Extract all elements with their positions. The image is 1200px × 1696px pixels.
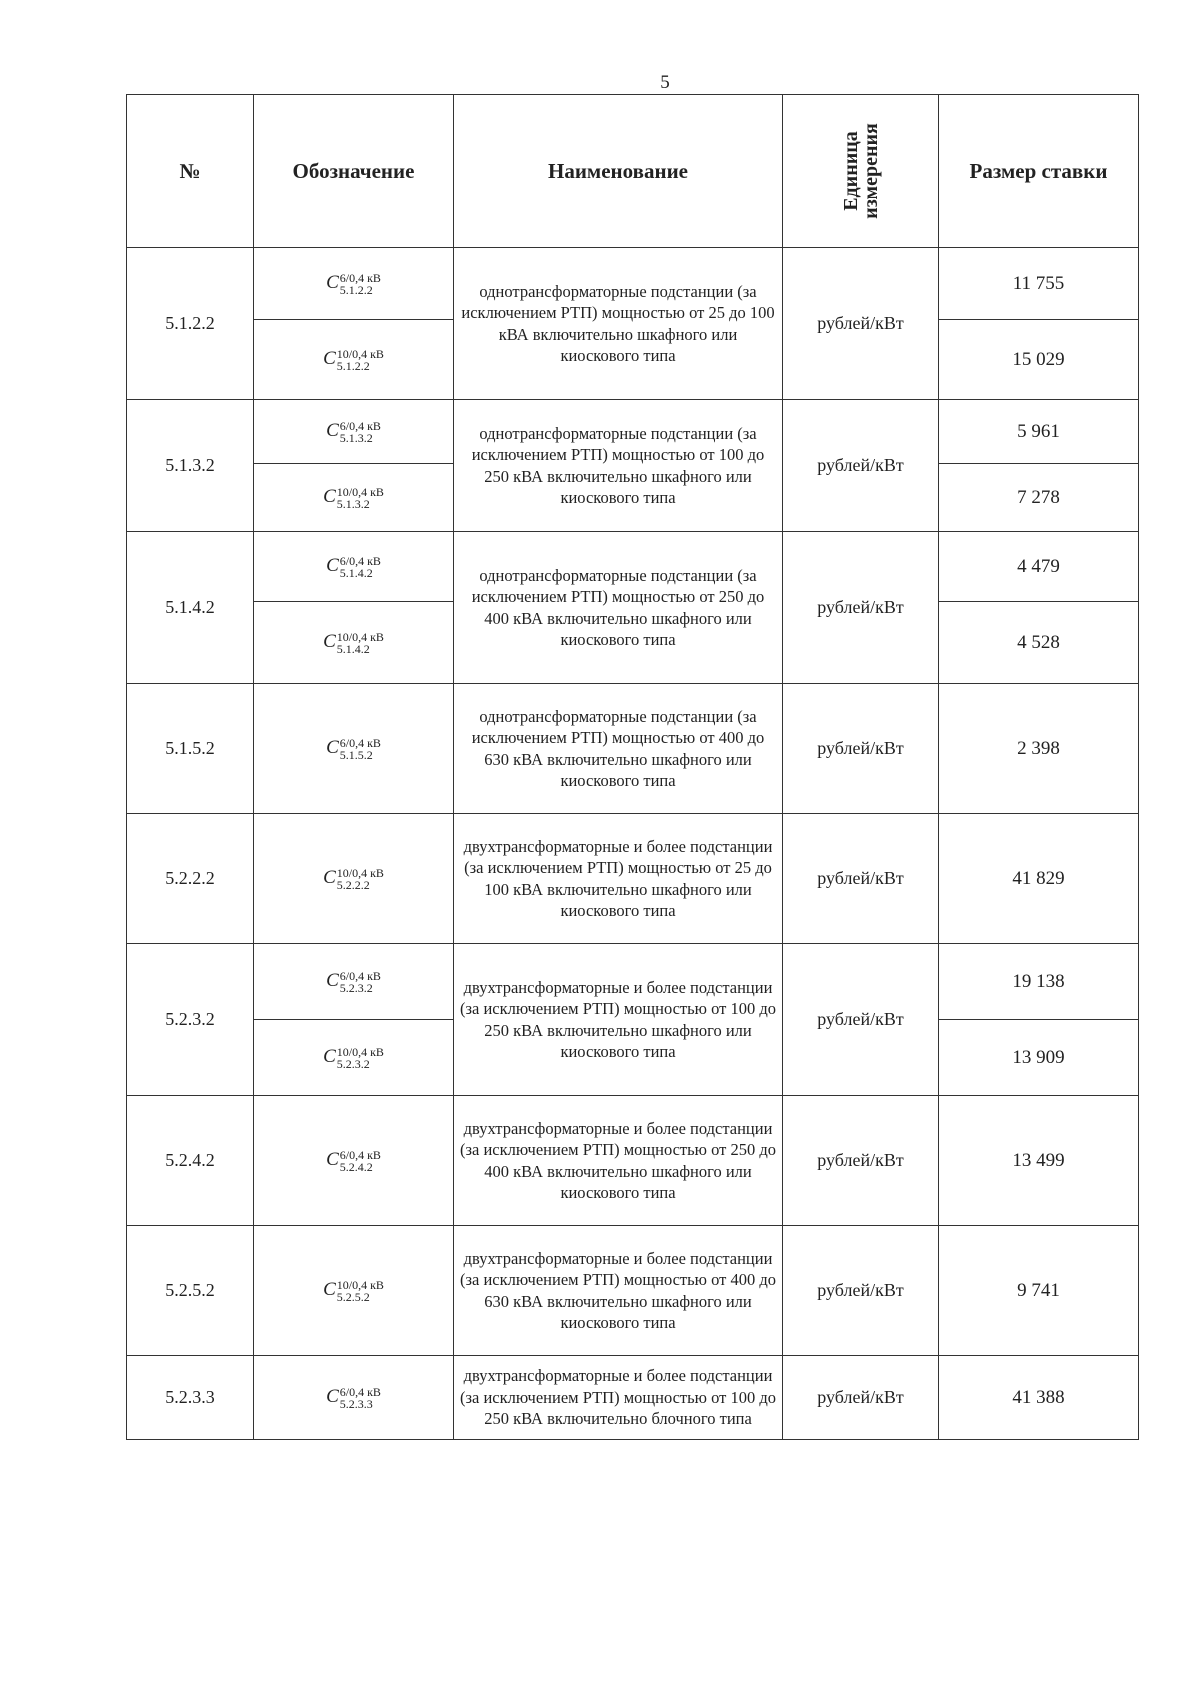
symbol-superscript: 6/0,4 кВ bbox=[339, 1384, 381, 1399]
designation-cell bbox=[254, 684, 454, 814]
unit-cell: рублей/кВт bbox=[783, 532, 939, 684]
substation-description: двухтрансформаторные и более подстанции (за исключением РТП) мощностью от 400 до 630 кВА включительно шкафного или киоскового типа bbox=[454, 1226, 783, 1356]
symbol-letter: C bbox=[323, 485, 336, 507]
symbol-indices bbox=[337, 348, 384, 372]
table-row bbox=[127, 1226, 1139, 1356]
rate-value: 7 278 bbox=[939, 464, 1139, 532]
rate-value: 4 479 bbox=[939, 532, 1139, 602]
designation-symbol bbox=[326, 418, 381, 445]
row-number: 5.1.2.2 bbox=[127, 248, 254, 400]
header-name: Наименование bbox=[454, 95, 783, 248]
designation-symbol bbox=[323, 629, 384, 656]
symbol-letter: C bbox=[323, 1045, 336, 1067]
substation-description: двухтрансформаторные и более подстанции (за исключением РТП) мощностью от 250 до 400 кВА включительно шкафного или киоскового типа bbox=[454, 1096, 783, 1226]
header-unit-cell bbox=[783, 95, 939, 248]
symbol-letter: C bbox=[326, 554, 339, 576]
symbol-letter: C bbox=[326, 419, 339, 441]
row-number: 5.1.4.2 bbox=[127, 532, 254, 684]
symbol-superscript: 6/0,4 кВ bbox=[339, 735, 381, 750]
table-row bbox=[127, 944, 1139, 1020]
symbol-superscript: 6/0,4 кВ bbox=[339, 418, 381, 433]
substation-description: двухтрансформаторные и более подстанции (за исключением РТП) мощностью от 25 до 100 кВА включительно шкафного или киоскового типа bbox=[454, 814, 783, 944]
symbol-indices bbox=[337, 486, 384, 510]
symbol-letter: C bbox=[326, 736, 339, 758]
designation-symbol bbox=[326, 968, 381, 995]
row-number: 5.2.3.3 bbox=[127, 1356, 254, 1440]
symbol-letter: C bbox=[323, 347, 336, 369]
table-row bbox=[127, 1096, 1139, 1226]
rate-value: 19 138 bbox=[939, 944, 1139, 1020]
rate-value: 4 528 bbox=[939, 602, 1139, 684]
rate-value: 13 909 bbox=[939, 1020, 1139, 1096]
substation-description: однотрансформаторные подстанции (за исключением РТП) мощностью от 25 до 100 кВА включительно шкафного или киоскового типа bbox=[454, 248, 783, 400]
symbol-indices bbox=[337, 1279, 384, 1303]
symbol-superscript: 10/0,4 кВ bbox=[336, 1277, 384, 1292]
page-number: 5 bbox=[660, 72, 670, 93]
designation-cell bbox=[254, 602, 454, 684]
symbol-subscript: 5.1.4.2 bbox=[336, 641, 370, 656]
header-no: № bbox=[127, 95, 254, 248]
rate-value: 13 499 bbox=[939, 1096, 1139, 1226]
designation-cell bbox=[254, 1096, 454, 1226]
substation-description: двухтрансформаторные и более подстанции (за исключением РТП) мощностью от 100 до 250 кВА включительно шкафного или киоскового типа bbox=[454, 944, 783, 1096]
substation-description: однотрансформаторные подстанции (за исключением РТП) мощностью от 100 до 250 кВА включительно шкафного или киоскового типа bbox=[454, 400, 783, 532]
designation-symbol bbox=[323, 484, 384, 511]
designation-symbol bbox=[326, 1147, 381, 1174]
table-row bbox=[127, 814, 1139, 944]
rate-value: 15 029 bbox=[939, 320, 1139, 400]
unit-cell: рублей/кВт bbox=[783, 814, 939, 944]
rate-value: 11 755 bbox=[939, 248, 1139, 320]
symbol-superscript: 10/0,4 кВ bbox=[336, 346, 384, 361]
row-number: 5.2.3.2 bbox=[127, 944, 254, 1096]
row-number: 5.2.2.2 bbox=[127, 814, 254, 944]
unit-cell: рублей/кВт bbox=[783, 944, 939, 1096]
table-row bbox=[127, 532, 1139, 602]
designation-cell bbox=[254, 1226, 454, 1356]
designation-cell bbox=[254, 320, 454, 400]
symbol-subscript: 5.2.3.2 bbox=[336, 1056, 370, 1071]
symbol-subscript: 5.2.3.3 bbox=[339, 1396, 373, 1411]
substation-description: однотрансформаторные подстанции (за исключением РТП) мощностью от 400 до 630 кВА включительно шкафного или киоскового типа bbox=[454, 684, 783, 814]
symbol-superscript: 10/0,4 кВ bbox=[336, 484, 384, 499]
designation-cell bbox=[254, 248, 454, 320]
designation-cell bbox=[254, 944, 454, 1020]
table-row bbox=[127, 1356, 1139, 1440]
symbol-subscript: 5.1.2.2 bbox=[339, 282, 373, 297]
unit-cell: рублей/кВт bbox=[783, 400, 939, 532]
row-number: 5.2.5.2 bbox=[127, 1226, 254, 1356]
symbol-subscript: 5.1.3.2 bbox=[339, 430, 373, 445]
symbol-indices bbox=[340, 1149, 381, 1173]
substation-description: двухтрансформаторные и более подстанции (за исключением РТП) мощностью от 100 до 250 кВА включительно блочного типа bbox=[454, 1356, 783, 1440]
symbol-subscript: 5.1.5.2 bbox=[339, 747, 373, 762]
designation-symbol bbox=[326, 270, 381, 297]
designation-symbol bbox=[323, 1044, 384, 1071]
symbol-indices bbox=[340, 420, 381, 444]
table-row bbox=[127, 400, 1139, 464]
table-row bbox=[127, 684, 1139, 814]
designation-symbol bbox=[323, 865, 384, 892]
table-header-row bbox=[127, 95, 1139, 248]
symbol-indices bbox=[340, 1386, 381, 1410]
substation-description: однотрансформаторные подстанции (за исключением РТП) мощностью от 250 до 400 кВА включительно шкафного или киоскового типа bbox=[454, 532, 783, 684]
row-number: 5.2.4.2 bbox=[127, 1096, 254, 1226]
symbol-indices bbox=[337, 867, 384, 891]
rates-table bbox=[126, 94, 1139, 1440]
symbol-letter: C bbox=[326, 271, 339, 293]
header-designation: Обозначение bbox=[254, 95, 454, 248]
symbol-superscript: 6/0,4 кВ bbox=[339, 270, 381, 285]
header-rate: Размер ставки bbox=[939, 95, 1139, 248]
designation-symbol bbox=[326, 1384, 381, 1411]
rate-value: 2 398 bbox=[939, 684, 1139, 814]
symbol-letter: C bbox=[323, 630, 336, 652]
symbol-indices bbox=[340, 737, 381, 761]
symbol-superscript: 10/0,4 кВ bbox=[336, 865, 384, 880]
symbol-subscript: 5.2.2.2 bbox=[336, 877, 370, 892]
symbol-indices bbox=[340, 272, 381, 296]
symbol-letter: C bbox=[323, 1278, 336, 1300]
symbol-subscript: 5.1.4.2 bbox=[339, 565, 373, 580]
designation-symbol bbox=[323, 1277, 384, 1304]
unit-cell: рублей/кВт bbox=[783, 684, 939, 814]
symbol-letter: C bbox=[323, 866, 336, 888]
designation-cell bbox=[254, 814, 454, 944]
symbol-letter: C bbox=[326, 1385, 339, 1407]
header-unit: Единица измерения bbox=[839, 123, 882, 219]
symbol-superscript: 6/0,4 кВ bbox=[339, 968, 381, 983]
symbol-superscript: 10/0,4 кВ bbox=[336, 629, 384, 644]
unit-cell: рублей/кВт bbox=[783, 1356, 939, 1440]
row-number: 5.1.3.2 bbox=[127, 400, 254, 532]
designation-cell bbox=[254, 1020, 454, 1096]
designation-symbol bbox=[323, 346, 384, 373]
symbol-subscript: 5.1.3.2 bbox=[336, 496, 370, 511]
rate-value: 41 388 bbox=[939, 1356, 1139, 1440]
row-number: 5.1.5.2 bbox=[127, 684, 254, 814]
symbol-superscript: 6/0,4 кВ bbox=[339, 553, 381, 568]
unit-cell: рублей/кВт bbox=[783, 1226, 939, 1356]
symbol-superscript: 6/0,4 кВ bbox=[339, 1147, 381, 1162]
rate-value: 9 741 bbox=[939, 1226, 1139, 1356]
symbol-letter: C bbox=[326, 969, 339, 991]
symbol-subscript: 5.1.2.2 bbox=[336, 358, 370, 373]
rate-value: 41 829 bbox=[939, 814, 1139, 944]
unit-cell: рублей/кВт bbox=[783, 248, 939, 400]
symbol-indices bbox=[337, 1046, 384, 1070]
designation-cell bbox=[254, 532, 454, 602]
symbol-subscript: 5.2.4.2 bbox=[339, 1159, 373, 1174]
symbol-letter: C bbox=[326, 1148, 339, 1170]
designation-symbol bbox=[326, 735, 381, 762]
designation-cell bbox=[254, 464, 454, 532]
unit-cell: рублей/кВт bbox=[783, 1096, 939, 1226]
symbol-superscript: 10/0,4 кВ bbox=[336, 1044, 384, 1059]
symbol-subscript: 5.2.3.2 bbox=[339, 980, 373, 995]
designation-cell bbox=[254, 1356, 454, 1440]
symbol-subscript: 5.2.5.2 bbox=[336, 1289, 370, 1304]
symbol-indices bbox=[340, 970, 381, 994]
rate-value: 5 961 bbox=[939, 400, 1139, 464]
symbol-indices bbox=[340, 555, 381, 579]
designation-symbol bbox=[326, 553, 381, 580]
table-row bbox=[127, 248, 1139, 320]
designation-cell bbox=[254, 400, 454, 464]
symbol-indices bbox=[337, 631, 384, 655]
